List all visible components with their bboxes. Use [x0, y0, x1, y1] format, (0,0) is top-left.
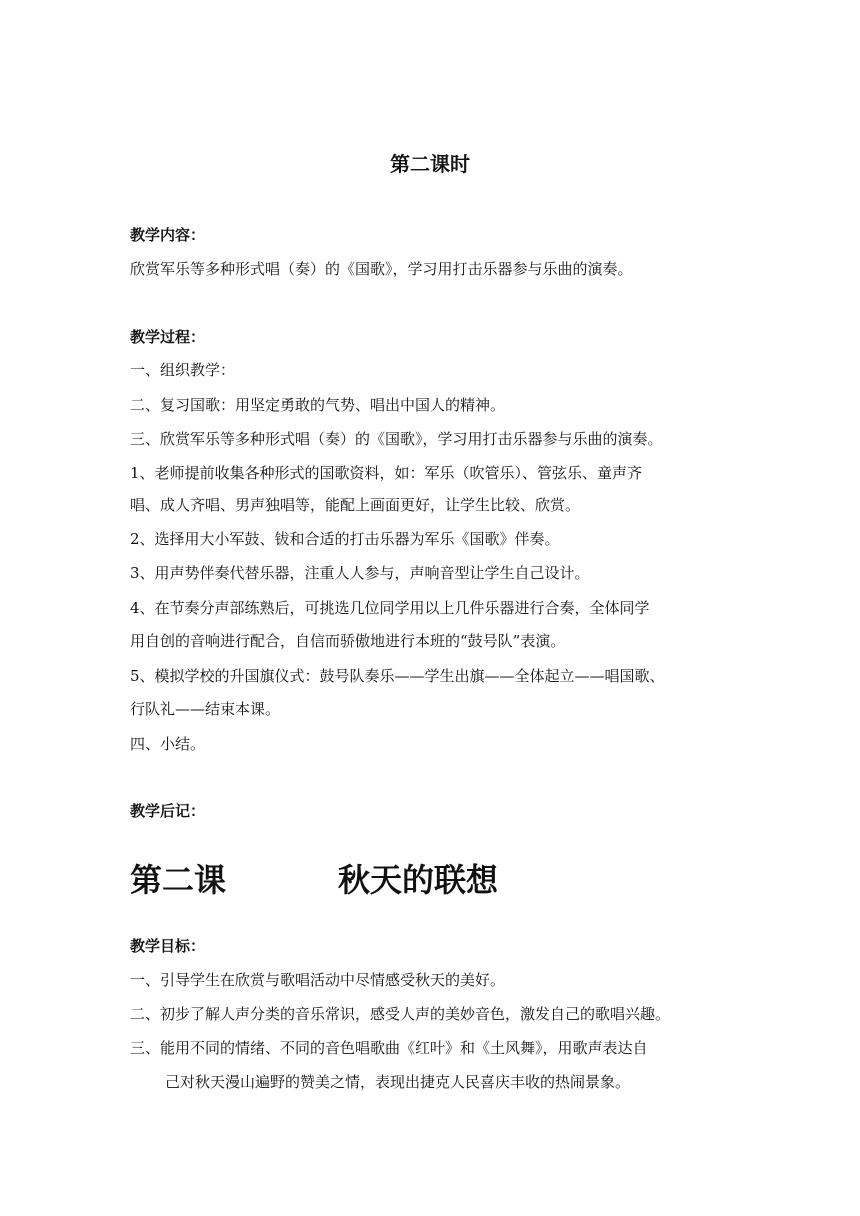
goals-heading: 教学目标： — [130, 937, 206, 955]
process-line: 3、用声势伴奏代替乐器，注重人人参与，声响音型让学生自己设计。 — [130, 564, 590, 582]
process-line: 2、选择用大小军鼓、钹和合适的打击乐器为军乐《国歌》伴奏。 — [130, 530, 560, 548]
goal-line: 三、能用不同的情绪、不同的音色唱歌曲《红叶》和《土风舞》，用歌声表达自 — [130, 1039, 648, 1057]
process-line: 1、老师提前收集各种形式的国歌资料，如：军乐（吹管乐）、管弦乐、童声齐 — [130, 464, 643, 482]
process-line: 四、小结。 — [130, 735, 206, 753]
process-line: 二、复习国歌：用坚定勇敢的气势、唱出中国人的精神。 — [130, 396, 506, 414]
process-line: 三、欣赏军乐等多种形式唱（奏）的《国歌》，学习用打击乐器参与乐曲的演奏。 — [130, 430, 663, 448]
afterword-heading: 教学后记： — [130, 802, 206, 820]
process-line: 一、组织教学： — [130, 361, 236, 379]
content-text: 欣赏军乐等多种形式唱（奏）的《国歌》，学习用打击乐器参与乐曲的演奏。 — [130, 260, 633, 278]
lesson-name: 秋天的联想 — [338, 861, 499, 899]
goal-line: 一、引导学生在欣赏与歌唱活动中尽情感受秋天的美好。 — [130, 971, 506, 989]
process-line: 行队礼——结束本课。 — [130, 700, 281, 718]
process-line: 4、在节奏分声部练熟后，可挑选几位同学用以上几件乐器进行合奏，全体同学 — [130, 599, 650, 617]
goal-line: 二、初步了解人声分类的音乐常识，感受人声的美妙音色，激发自己的歌唱兴趣。 — [130, 1005, 671, 1023]
process-line: 5、模拟学校的升国旗仪式：鼓号队奏乐——学生出旗——全体起立——唱国歌、 — [130, 667, 665, 685]
process-heading: 教学过程： — [130, 328, 206, 346]
lesson-number: 第二课 — [130, 861, 227, 899]
lesson-title — [130, 855, 498, 901]
content-heading: 教学内容： — [130, 226, 206, 244]
goal-line: 己对秋天漫山遍野的赞美之情，表现出捷克人民喜庆丰收的热闹景象。 — [165, 1073, 631, 1091]
process-line: 唱、成人齐唱、男声独唱等，能配上画面更好，让学生比较、欣赏。 — [130, 496, 581, 514]
process-line: 用自创的音响进行配合，自信而骄傲地进行本班的“鼓号队”表演。 — [130, 632, 566, 650]
page-title: 第二课时 — [390, 152, 470, 176]
